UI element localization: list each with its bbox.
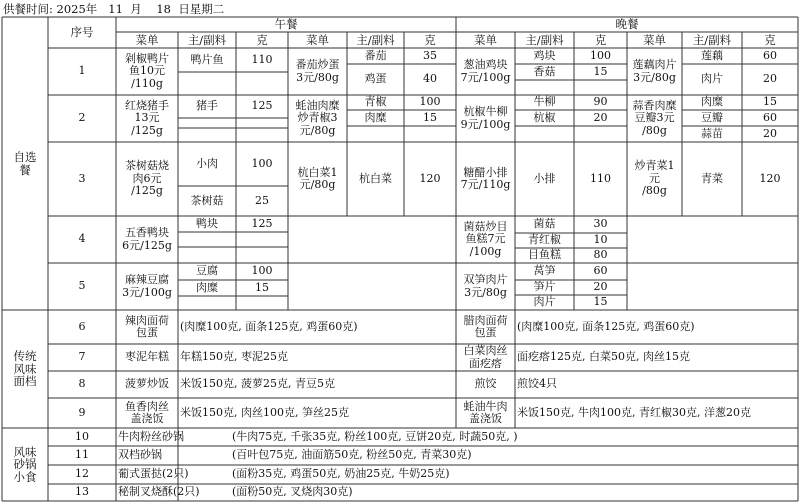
ingredient-grams: 60 <box>763 110 777 124</box>
ingredient-grams: 15 <box>423 110 437 124</box>
ingredient-name: 香菇 <box>533 64 556 78</box>
ingredient-name: 青菜 <box>701 171 723 185</box>
ingredient-name: 杭椒 <box>533 110 556 124</box>
dinner-noodle-desc: (肉糜100克, 面条125克, 鸡蛋60克) <box>517 319 695 333</box>
dish-name: 杭椒牛柳 9元/100g <box>460 105 511 131</box>
row-number: 10 <box>75 429 89 443</box>
claypot-dish: 双档砂锅 <box>118 448 162 462</box>
ingredient-name: 肉糜 <box>701 95 723 109</box>
ingredient-name: 莴笋 <box>533 264 556 278</box>
ingredient-name: 笋片 <box>533 280 556 294</box>
row-number: 5 <box>78 279 86 293</box>
ingredient-grams: 100 <box>590 48 611 62</box>
section-traditional-noodles: 传统 风味 面档 <box>13 349 37 389</box>
ingredient-name: 茶树菇 <box>190 193 224 207</box>
header-gram: 克 <box>256 32 268 47</box>
ingredient-grams: 60 <box>763 48 777 62</box>
dish-name: 番茄炒蛋 3元/80g <box>295 58 340 84</box>
header-dish: 菜单 <box>643 32 666 47</box>
ingredient-grams: 40 <box>423 72 437 86</box>
lunch-noodle-desc: 米饭150克, 菠萝25克, 青豆5克 <box>180 377 335 391</box>
ingredient-grams: 30 <box>593 217 608 231</box>
ingredient-name: 鸭块 <box>196 216 218 230</box>
ingredient-name: 目鱼糕 <box>528 248 561 262</box>
serving-month-unit: 月 <box>130 2 142 16</box>
ingredient-grams: 80 <box>593 248 608 262</box>
header-gram: 克 <box>594 32 607 47</box>
dish-name: 蚝油肉糜 炒青椒3 元/80g <box>295 98 340 137</box>
claypot-desc: (面粉50克, 叉烧肉30克) <box>232 485 353 499</box>
claypot-desc: (牛肉75克, 千张35克, 粉丝100克, 豆饼20克, 时蔬50克, ) <box>232 429 518 443</box>
ingredient-grams: 60 <box>593 264 608 278</box>
section-self-select: 自选 餐 <box>13 150 37 177</box>
ingredient-grams: 110 <box>590 171 611 185</box>
header-dish: 菜单 <box>135 32 159 47</box>
row-number: 2 <box>78 111 86 125</box>
row-number: 13 <box>75 485 89 499</box>
row-number: 8 <box>78 377 86 391</box>
row-number: 6 <box>78 319 86 333</box>
header-dinner: 晚餐 <box>615 17 639 32</box>
ingredient-grams: 120 <box>759 171 781 185</box>
claypot-dish: 牛肉粉丝砂锅 <box>118 429 184 443</box>
claypot-desc: (百叶包75克, 油面筋50克, 粉丝50克, 青菜30克) <box>232 448 472 462</box>
ingredient-grams: 15 <box>593 64 608 78</box>
ingredient-grams: 10 <box>593 233 608 247</box>
ingredient-grams: 120 <box>419 171 441 185</box>
claypot-dish: 葡式蛋挞(2只) <box>118 467 189 481</box>
header-gram: 克 <box>764 32 776 47</box>
header-ingredient: 主/副料 <box>525 32 564 47</box>
dish-name: 蒜香肉糜 豆瓣3元 /80g <box>632 98 677 137</box>
lunch-noodle-dish: 鱼香肉丝 盖浇饭 <box>125 399 169 425</box>
ingredient-name: 肉片 <box>701 72 723 86</box>
ingredient-name: 小排 <box>533 171 556 185</box>
lunch-noodle-desc: 年糕150克, 枣泥25克 <box>180 350 288 364</box>
ingredient-grams: 20 <box>763 126 777 140</box>
ingredient-name: 莲藕 <box>701 48 723 62</box>
ingredient-name: 豆腐 <box>196 264 218 278</box>
ingredient-name: 蒜苗 <box>701 126 723 140</box>
dish-name: 麻辣豆腐 3元/100g <box>122 273 172 299</box>
ingredient-grams: 15 <box>255 280 269 294</box>
dinner-noodle-dish: 煎饺 <box>474 377 497 391</box>
ingredient-name: 鸭片鱼 <box>190 52 224 66</box>
ingredient-grams: 20 <box>763 72 777 86</box>
dish-name: 茶树菇烧 肉6元 /125g <box>125 159 169 198</box>
ingredient-grams: 35 <box>423 48 437 62</box>
lunch-noodle-desc: 米饭150克, 肉丝100克, 笋丝25克 <box>180 405 349 419</box>
dish-name: 莲藕肉片 3元/80g <box>632 58 677 84</box>
dinner-noodle-dish: 腊肉面荷 包蛋 <box>463 313 508 339</box>
ingredient-grams: 90 <box>593 95 608 109</box>
ingredient-name: 豆瓣 <box>701 110 723 124</box>
serving-weekday: 日星期二 <box>178 2 225 16</box>
dish-name: 剁椒鸭片 鱼10元 /110g <box>125 51 169 90</box>
dish-name: 红烧猪手 13元 /125g <box>125 98 169 137</box>
ingredient-grams: 100 <box>251 156 273 170</box>
header-gram: 克 <box>424 32 436 47</box>
ingredient-name: 猪手 <box>196 99 218 113</box>
dinner-noodle-dish: 蚝油牛肉 盖浇饭 <box>463 399 508 425</box>
dinner-noodle-dish: 白菜肉丝 面疙瘩 <box>463 344 508 370</box>
serving-year: 2025年 <box>56 2 98 16</box>
serving-day: 18 <box>156 2 171 16</box>
ingredient-grams: 100 <box>251 264 273 278</box>
lunch-noodle-dish: 枣泥年糕 <box>125 350 169 364</box>
dinner-noodle-desc: 煎饺4只 <box>517 377 557 391</box>
ingredient-name: 鸡蛋 <box>364 72 387 86</box>
ingredient-grams: 20 <box>593 110 608 124</box>
ingredient-name: 青椒 <box>364 95 387 109</box>
row-number: 12 <box>75 467 89 481</box>
ingredient-grams: 100 <box>419 95 441 109</box>
header-ingredient: 主/副料 <box>356 32 395 47</box>
dish-name: 糖醋小排 7元/110g <box>460 165 511 191</box>
lunch-noodle-dish: 菠萝炒饭 <box>125 377 169 391</box>
dish-name: 杭白菜1 元/80g <box>297 165 338 191</box>
lunch-noodle-dish: 辣肉面荷 包蛋 <box>125 313 169 339</box>
dish-name: 双笋肉片 3元/80g <box>463 273 508 299</box>
ingredient-grams: 110 <box>251 52 273 66</box>
row-number: 9 <box>78 405 86 419</box>
lunch-noodle-desc: (肉糜100克, 面条125克, 鸡蛋60克) <box>180 319 358 333</box>
ingredient-name: 肉糜 <box>364 110 387 124</box>
header-dish: 菜单 <box>306 32 329 47</box>
ingredient-name: 肉片 <box>533 295 556 309</box>
dinner-noodle-desc: 米饭150克, 牛肉100克, 青红椒30克, 洋葱20克 <box>517 405 751 419</box>
header-ingredient: 主/副料 <box>187 32 227 47</box>
ingredient-name: 小肉 <box>196 156 218 170</box>
ingredient-name: 鸡块 <box>533 48 556 62</box>
ingredient-grams: 15 <box>763 95 777 109</box>
ingredient-name: 青红椒 <box>528 233 561 247</box>
claypot-desc: (面粉35克, 鸡蛋50克, 奶油25克, 牛奶25克) <box>232 467 450 481</box>
ingredient-name: 杭白菜 <box>359 171 392 185</box>
dinner-noodle-desc: 面疙瘩125克, 白菜50克, 肉丝15克 <box>517 350 690 364</box>
serving-month: 11 <box>108 2 123 16</box>
header-ingredient: 主/副料 <box>692 32 732 47</box>
ingredient-name: 肉糜 <box>196 280 218 294</box>
dish-name: 葱油鸡块 7元/100g <box>460 58 511 84</box>
ingredient-grams: 125 <box>251 216 273 230</box>
ingredient-grams: 20 <box>593 280 608 294</box>
row-number: 7 <box>78 350 86 364</box>
dish-name: 菌菇炒目 鱼糕7元 /100g <box>463 219 508 258</box>
ingredient-name: 番茄 <box>364 48 387 62</box>
ingredient-name: 菌菇 <box>533 217 556 231</box>
claypot-dish: 秘制叉烧酥(2只) <box>118 485 200 499</box>
section-claypot-snacks: 风味 砂锅 小食 <box>13 444 37 484</box>
ingredient-grams: 125 <box>251 99 273 113</box>
serving-date-label: 供餐时间: <box>3 2 53 16</box>
header-lunch: 午餐 <box>274 17 298 32</box>
ingredient-name: 牛柳 <box>533 95 556 109</box>
ingredient-grams: 25 <box>255 193 269 207</box>
header-dish: 菜单 <box>474 32 497 47</box>
row-number: 4 <box>78 232 86 246</box>
ingredient-grams: 15 <box>593 295 608 309</box>
row-number: 1 <box>78 64 86 78</box>
dish-name: 炒青菜1 元 /80g <box>634 159 675 198</box>
row-number: 3 <box>78 171 86 185</box>
dish-name: 五香鸭块 6元/125g <box>122 226 172 252</box>
row-number: 11 <box>75 448 89 462</box>
header-seq: 序号 <box>70 25 94 40</box>
